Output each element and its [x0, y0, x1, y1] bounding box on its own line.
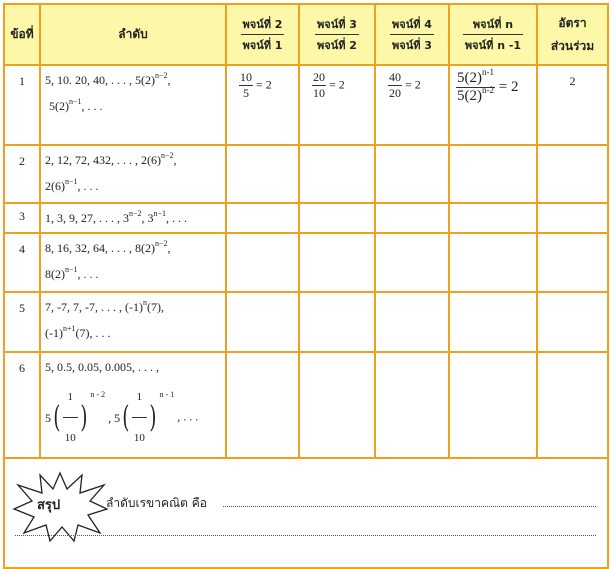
fraction-numerator: 1	[63, 378, 78, 418]
answer-fraction	[239, 70, 253, 101]
exponent: n - 2	[90, 390, 106, 399]
common-ratio-cell[interactable]	[537, 203, 608, 233]
row-index: 1	[4, 65, 40, 145]
header-fraction	[241, 15, 285, 54]
header-row	[4, 4, 608, 65]
header-sequence-label: ลำดับ	[118, 27, 148, 41]
summary-label: สรุป	[37, 498, 61, 513]
header-ratio-line2: ส่วนร่วม	[550, 38, 595, 53]
common-ratio-cell[interactable]	[537, 292, 608, 352]
answer-cell[interactable]	[226, 233, 299, 292]
exponent: n−2	[155, 239, 168, 248]
answer-fraction	[312, 70, 326, 101]
exponent: n−2	[155, 71, 168, 80]
sequence-cell	[40, 352, 226, 458]
fraction-numerator: พจน์ที่ 2	[241, 15, 285, 35]
table-row	[4, 233, 608, 292]
header-ratio-line1: อัตรา	[558, 15, 587, 30]
summary-cell	[4, 458, 608, 568]
row-index: 2	[4, 145, 40, 203]
header-index-label: ข้อที่	[10, 27, 34, 41]
exponent: n	[142, 298, 147, 307]
table-row	[4, 292, 608, 352]
exponent: n−2	[161, 151, 174, 160]
answer-cell[interactable]	[226, 352, 299, 458]
answer-cell[interactable]	[299, 233, 375, 292]
sequence-text: (7), . . .	[75, 326, 111, 340]
coefficient: 5	[45, 410, 51, 425]
answer-cell[interactable]	[449, 233, 537, 292]
answer-cell[interactable]	[299, 292, 375, 352]
answer-fraction	[456, 67, 495, 105]
sequence-text: , . . .	[81, 99, 103, 113]
sequence-text: ,	[167, 241, 171, 255]
table-row	[4, 352, 608, 458]
sequence-cell	[40, 233, 226, 292]
sequence-text: 8(2)	[45, 267, 65, 281]
row-index: 5	[4, 292, 40, 352]
header-ratio-3-2	[299, 4, 375, 65]
answer-cell	[299, 65, 375, 145]
summary-row	[4, 458, 608, 568]
fraction-numerator: พจน์ที่ 3	[315, 15, 359, 35]
header-ratio-n	[449, 4, 537, 65]
table-row	[4, 65, 608, 145]
fraction-numerator: 10	[240, 70, 252, 84]
row-index: 6	[4, 352, 40, 458]
worksheet-table	[3, 3, 609, 569]
answer-cell[interactable]	[226, 145, 299, 203]
header-ratio-2-1	[226, 4, 299, 65]
header-index	[4, 4, 40, 65]
answer-value: = 2	[498, 78, 519, 95]
fraction-denominator: 10	[133, 432, 145, 444]
fraction-denominator: 10	[64, 432, 76, 444]
sequence-text: ,	[173, 153, 177, 167]
sequence-text: , . . .	[77, 267, 99, 281]
fraction-denominator: 5	[243, 86, 249, 100]
answer-cell[interactable]	[299, 352, 375, 458]
header-fraction	[315, 15, 359, 54]
exponent: n−1	[65, 177, 78, 186]
answer-fraction	[388, 70, 402, 101]
sequence-text: , 3	[141, 211, 154, 225]
sequence-cell	[40, 203, 226, 233]
sequence-text: , . . .	[77, 179, 99, 193]
answer-cell[interactable]	[375, 292, 449, 352]
answer-cell	[375, 65, 449, 145]
answer-line[interactable]	[15, 535, 596, 536]
power-expression: 5 ( $\frac{1}{10}$ ) n - 2	[45, 378, 105, 457]
sequence-text: 5(2)	[49, 99, 69, 113]
exponent: n−1	[153, 209, 167, 218]
sequence-text: ,	[167, 73, 171, 87]
sequence-text: , . . .	[166, 211, 188, 225]
sequence-text: (-1)	[45, 326, 63, 340]
summary-prompt: ลำดับเรขาคณิต คือ	[106, 496, 207, 510]
answer-cell[interactable]	[299, 203, 375, 233]
answer-line[interactable]	[223, 506, 596, 507]
fraction-numerator: 5(2)	[457, 70, 482, 86]
sequence-text: (7),	[146, 300, 164, 314]
exponent: n−1	[69, 97, 82, 106]
sequence-text: 1, 3, 9, 27, . . . , 3	[45, 211, 129, 225]
fraction-denominator: 5(2)	[457, 88, 482, 104]
answer-value: = 2	[256, 77, 272, 92]
answer-cell[interactable]	[375, 203, 449, 233]
answer-cell[interactable]	[449, 352, 537, 458]
sequence-text: 2, 12, 72, 432, . . . , 2(6)	[45, 153, 161, 167]
row-index: 3	[4, 203, 40, 233]
sequence-text: , . . .	[177, 409, 199, 424]
header-sequence	[40, 4, 226, 65]
fraction-numerator: 20	[313, 70, 325, 84]
fraction-denominator: 20	[389, 86, 401, 100]
fraction-denominator: พจน์ที่ 1	[242, 39, 283, 52]
header-ratio-4-3	[375, 4, 449, 65]
answer-cell[interactable]	[449, 145, 537, 203]
fraction	[132, 378, 147, 457]
table-row	[4, 145, 608, 203]
exponent: n - 1	[159, 390, 175, 399]
sequence-cell	[40, 65, 226, 145]
answer-cell	[226, 65, 299, 145]
answer-cell[interactable]	[375, 352, 449, 458]
fraction-numerator: 40	[389, 70, 401, 84]
fraction-denominator: พจน์ที่ 2	[317, 39, 357, 52]
sequence-text: 5, 10. 20, 40, . . . , 5(2)	[45, 73, 155, 87]
answer-cell[interactable]	[226, 203, 299, 233]
sequence-text: 8, 16, 32, 64, . . . , 8(2)	[45, 241, 155, 255]
sequence-text: 5, 0.5, 0.05, 0.005, . . . ,	[45, 360, 159, 374]
sequence-text: 7, -7, 7, -7, . . . , (-1)	[45, 300, 143, 314]
coefficient: , 5	[108, 410, 121, 425]
header-fraction	[463, 15, 523, 54]
sequence-cell	[40, 145, 226, 203]
exponent: n-2	[482, 85, 494, 95]
answer-cell[interactable]	[449, 292, 537, 352]
answer-cell[interactable]	[375, 145, 449, 203]
sequence-text: 2(6)	[45, 179, 65, 193]
power-expression: , 5 ( $\frac{1}{10}$ ) n - 1	[108, 378, 174, 457]
answer-cell	[449, 65, 537, 145]
fraction-numerator: พจน์ที่ n	[463, 15, 523, 35]
common-ratio-cell[interactable]	[537, 145, 608, 203]
header-common-ratio	[537, 4, 608, 65]
fraction-denominator: พจน์ที่ n -1	[464, 39, 522, 52]
exponent: n−1	[65, 265, 78, 274]
answer-cell[interactable]	[449, 203, 537, 233]
fraction-denominator: พจน์ที่ 3	[392, 39, 432, 52]
common-ratio-cell[interactable]	[537, 352, 608, 458]
geometric-sequence-worksheet	[3, 3, 607, 537]
table-row	[4, 203, 608, 233]
exponent: n+1	[63, 324, 76, 333]
answer-value: = 2	[329, 77, 345, 92]
exponent: n-1	[482, 67, 494, 77]
answer-value: = 2	[405, 77, 421, 92]
fraction	[63, 378, 78, 457]
fraction-numerator: 1	[132, 378, 147, 418]
row-index: 4	[4, 233, 40, 292]
fraction-numerator: พจน์ที่ 4	[390, 15, 434, 35]
sequence-cell	[40, 292, 226, 352]
exponent: n−2	[129, 209, 142, 218]
header-fraction	[390, 15, 434, 54]
answer-cell[interactable]	[375, 233, 449, 292]
fraction-denominator: 10	[313, 86, 325, 100]
answer-cell[interactable]	[299, 145, 375, 203]
common-ratio-cell[interactable]	[537, 233, 608, 292]
answer-cell[interactable]	[226, 292, 299, 352]
common-ratio-cell: 2	[537, 65, 608, 145]
